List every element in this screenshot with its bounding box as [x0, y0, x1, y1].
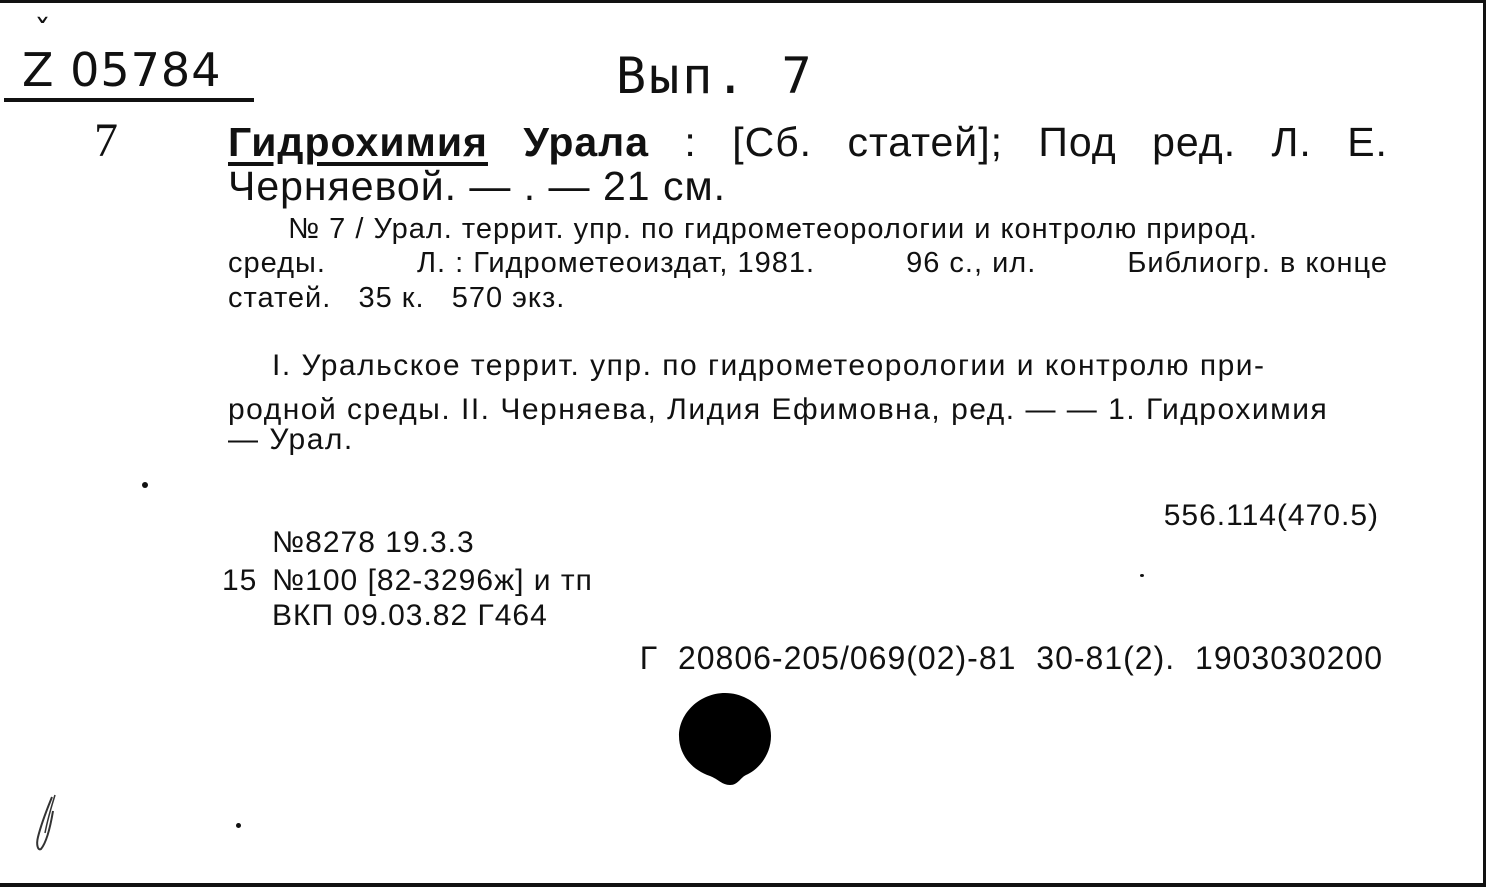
title-line: [228, 119, 1388, 166]
record-prefix: 15: [222, 564, 258, 597]
header-underline: [4, 98, 254, 102]
series-segment: среды.: [228, 247, 326, 279]
series-segment: Л. : Гидрометеоиздат, 1981.: [417, 247, 816, 279]
record-line-1: №8278 19.3.3: [272, 526, 475, 559]
pencil-mark-icon: [28, 793, 68, 857]
title-rest: Урала: [523, 119, 650, 165]
series-segment: Библиогр. в конце: [1127, 247, 1388, 279]
speck-mark: [142, 482, 148, 488]
series-segment: 96 с., ил.: [906, 247, 1037, 279]
title-word: [Сб.: [732, 119, 813, 165]
shelf-mark: [22, 13, 222, 97]
tracing-line-2: родной среды. II. Черняева, Лидия Ефимовна, ред. — — 1. Гидрохимия: [228, 393, 1329, 426]
title-colon: :: [684, 119, 697, 165]
series-line-1: № 7 / Урал. террит. упр. по гидрометеорологии и контролю природ.: [288, 213, 1258, 245]
bbk-code: Г 20806-205/069(02)-81 30-81(2). 1903030200: [639, 640, 1383, 676]
title-word: ред.: [1152, 119, 1237, 165]
series-line-3: статей. 35 к. 570 экз.: [228, 282, 566, 314]
punch-hole-icon: [678, 691, 772, 785]
title-main: Гидрохимия: [228, 119, 488, 165]
series-line-2: [228, 247, 1388, 280]
speck-mark: [236, 823, 241, 828]
tracing-line-3: — Урал.: [228, 423, 354, 456]
shelf-mark-text: Z 05784: [22, 43, 222, 97]
speck-mark: [1140, 574, 1144, 577]
record-line-3: ВКП 09.03.82 Г464: [272, 599, 548, 632]
record-line-2: №100 [82-3296ж] и тп: [272, 564, 593, 597]
udc-code: 556.114(470.5): [1163, 499, 1379, 532]
tracing-line-1: I. Уральское террит. упр. по гидрометеорологии и контролю при-: [272, 349, 1266, 382]
volume-label: Вып. 7: [616, 47, 815, 105]
title-word: Л.: [1271, 119, 1312, 165]
card-number: 7: [94, 114, 118, 167]
title-continuation: Черняевой. — . — 21 см.: [228, 163, 727, 209]
title-word: Е.: [1347, 119, 1388, 165]
caron-mark: ˇ: [34, 13, 52, 53]
title-word: статей];: [847, 119, 1003, 165]
title-word: Под: [1038, 119, 1117, 165]
